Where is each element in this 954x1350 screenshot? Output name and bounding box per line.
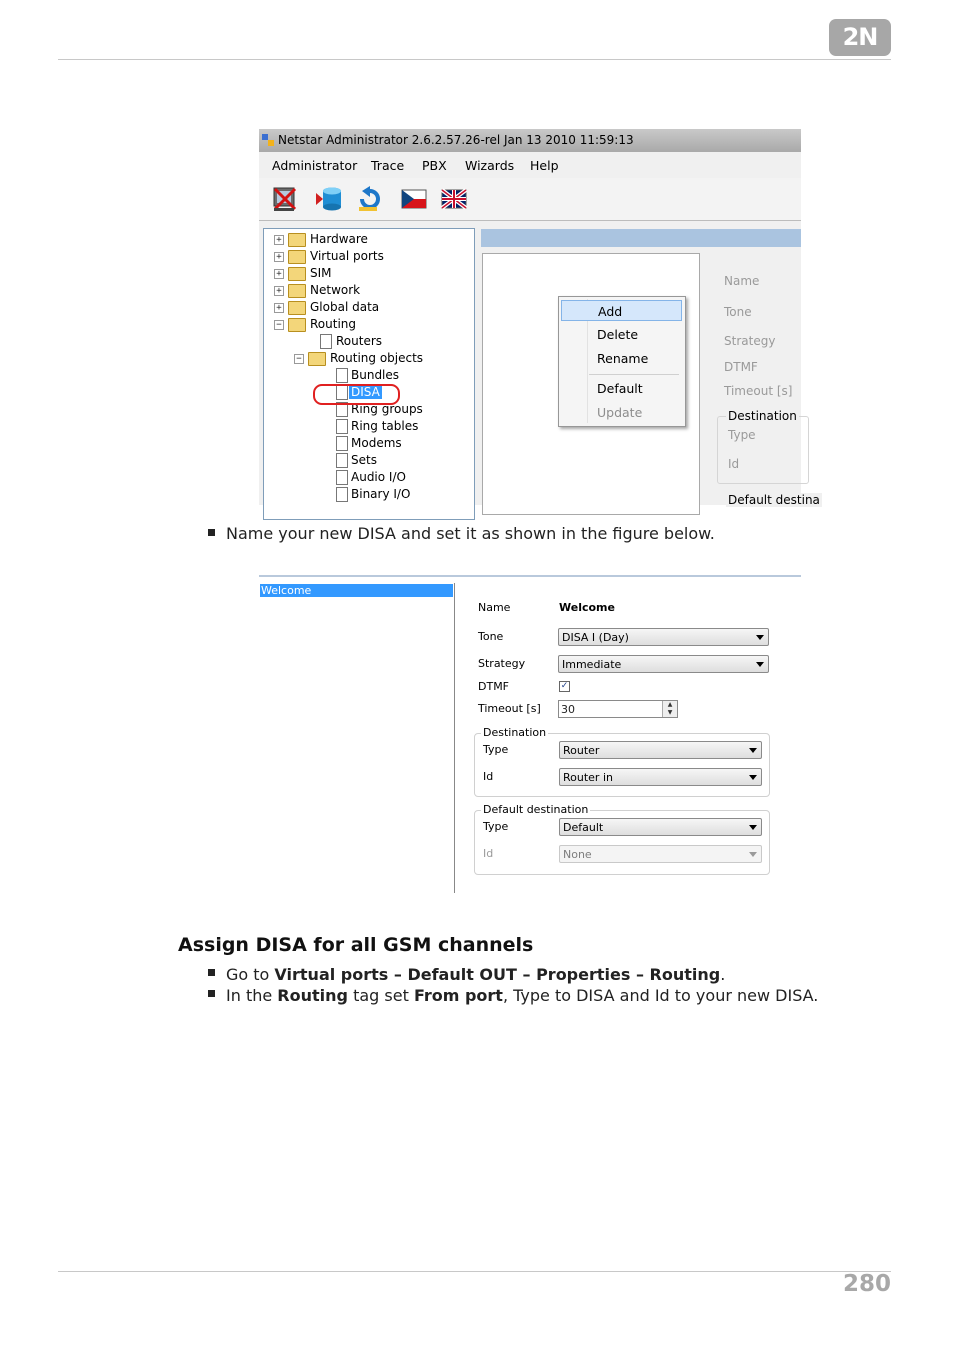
menu-pbx[interactable]: PBX (422, 158, 447, 173)
document-icon (336, 470, 348, 485)
expand-icon[interactable]: + (274, 252, 284, 262)
folder-icon (288, 250, 306, 264)
tone-label: Tone (478, 630, 504, 643)
folder-icon (288, 284, 306, 298)
window-title: Netstar Administrator 2.6.2.57.26-rel Jan 13 2010 11:59:13 (278, 133, 634, 147)
menu-help[interactable]: Help (530, 158, 559, 173)
chevron-down-icon (749, 852, 757, 857)
destination-group (717, 416, 809, 484)
folder-icon (288, 267, 306, 281)
toolbar (259, 178, 801, 221)
2n-logo: 2N (829, 19, 891, 56)
document-icon (336, 453, 348, 468)
def-id-select: None (559, 845, 762, 863)
app-icon (261, 133, 275, 147)
netstar-admin-screenshot (259, 129, 820, 507)
document-icon (320, 334, 332, 349)
chevron-down-icon (756, 662, 764, 667)
instruction-step-1: Go to Virtual ports – Default OUT – Properties – Routing. (226, 965, 726, 984)
folder-icon (288, 301, 306, 315)
strategy-label: Strategy (724, 334, 776, 348)
exit-icon[interactable] (271, 185, 299, 213)
menu-bar (259, 152, 801, 178)
menu-item-default[interactable]: Default (597, 381, 643, 396)
type-label: Type (728, 428, 756, 442)
section-heading: Assign DISA for all GSM channels (178, 934, 534, 956)
tone-select[interactable]: DISA I (Day) (558, 628, 769, 646)
document-icon (336, 368, 348, 383)
arrow-down-icon[interactable]: ▼ (667, 709, 673, 716)
expand-icon[interactable]: + (274, 303, 284, 313)
footer-rule (58, 1271, 891, 1272)
def-id-label: Id (483, 847, 494, 860)
id-label: Id (728, 457, 740, 471)
strategy-select[interactable]: Immediate (558, 655, 769, 673)
instruction-text: Name your new DISA and set it as shown in the figure below. (226, 524, 715, 543)
folder-icon (288, 233, 306, 247)
collapse-icon[interactable]: − (294, 354, 304, 364)
window-titlebar (259, 129, 801, 152)
strategy-label: Strategy (478, 657, 526, 670)
dest-id-select[interactable]: Router in (559, 768, 762, 786)
expand-icon[interactable]: + (274, 235, 284, 245)
document-icon (336, 487, 348, 502)
default-destination-title: Default destination (483, 803, 589, 816)
dtmf-label: DTMF (478, 680, 510, 693)
instruction-step-2: In the Routing tag set From port, Type to DISA and Id to your new DISA. (226, 986, 819, 1005)
database-icon[interactable] (315, 185, 343, 213)
menu-wizards[interactable]: Wizards (465, 158, 515, 173)
menu-item-delete[interactable]: Delete (597, 327, 639, 342)
refresh-icon[interactable] (356, 185, 384, 213)
uk-flag-icon[interactable] (440, 185, 468, 213)
panel-top-border (259, 575, 801, 577)
header-rule (58, 59, 891, 60)
tone-label: Tone (724, 305, 752, 319)
open-folder-icon (288, 318, 306, 332)
right-panel-header (481, 229, 801, 247)
menu-item-rename[interactable]: Rename (597, 351, 649, 366)
bullet-icon (208, 529, 215, 536)
destination-title: Destination (728, 409, 797, 423)
def-type-select[interactable]: Default (559, 818, 762, 836)
name-label: Name (724, 274, 760, 288)
disa-settings-screenshot (259, 575, 801, 893)
timeout-label: Timeout [s] (478, 702, 541, 715)
menu-item-update: Update (597, 405, 643, 420)
disa-list (259, 583, 455, 893)
menu-separator (589, 374, 679, 375)
highlight-circle (313, 384, 400, 405)
document-icon (336, 419, 348, 434)
timeout-stepper[interactable]: 30 ▲ ▼ (558, 700, 678, 718)
bullet-icon (208, 990, 215, 997)
stepper-buttons[interactable] (662, 701, 677, 717)
timeout-label: Timeout [s] (724, 384, 793, 398)
collapse-icon[interactable]: − (274, 320, 284, 330)
expand-icon[interactable]: + (274, 269, 284, 279)
bullet-icon (208, 969, 215, 976)
default-destination-title: Default destina (728, 493, 820, 507)
context-menu (558, 296, 686, 427)
menu-trace[interactable]: Trace (371, 158, 405, 173)
page-number: 280 (842, 1271, 891, 1297)
open-folder-icon (308, 352, 326, 366)
menu-item-add[interactable]: Add (561, 300, 682, 321)
dest-type-select[interactable]: Router (559, 741, 762, 759)
chevron-down-icon (749, 825, 757, 830)
name-label: Name (478, 601, 511, 614)
czech-flag-icon[interactable] (400, 185, 428, 213)
def-type-label: Type (483, 820, 509, 833)
list-item-welcome[interactable]: Welcome (260, 584, 453, 597)
menu-administrator[interactable]: Administrator (272, 158, 358, 173)
chevron-down-icon (749, 748, 757, 753)
document-icon (336, 436, 348, 451)
dest-type-label: Type (483, 743, 509, 756)
navigation-tree: + Hardware + Virtual ports + SIM + Network + Global data − Routing Routers − Routing objects Bundles DISA Ring groups Ring tables Modems Sets Audio I/O Binary I/O (263, 228, 475, 520)
name-value: Welcome (559, 601, 615, 614)
chevron-down-icon (749, 775, 757, 780)
expand-icon[interactable]: + (274, 286, 284, 296)
dest-id-label: Id (483, 770, 494, 783)
dtmf-checkbox[interactable]: ✓ (560, 681, 569, 691)
destination-title: Destination (483, 726, 547, 739)
arrow-up-icon[interactable]: ▲ (667, 701, 673, 708)
dtmf-label: DTMF (724, 360, 758, 374)
chevron-down-icon (756, 635, 764, 640)
